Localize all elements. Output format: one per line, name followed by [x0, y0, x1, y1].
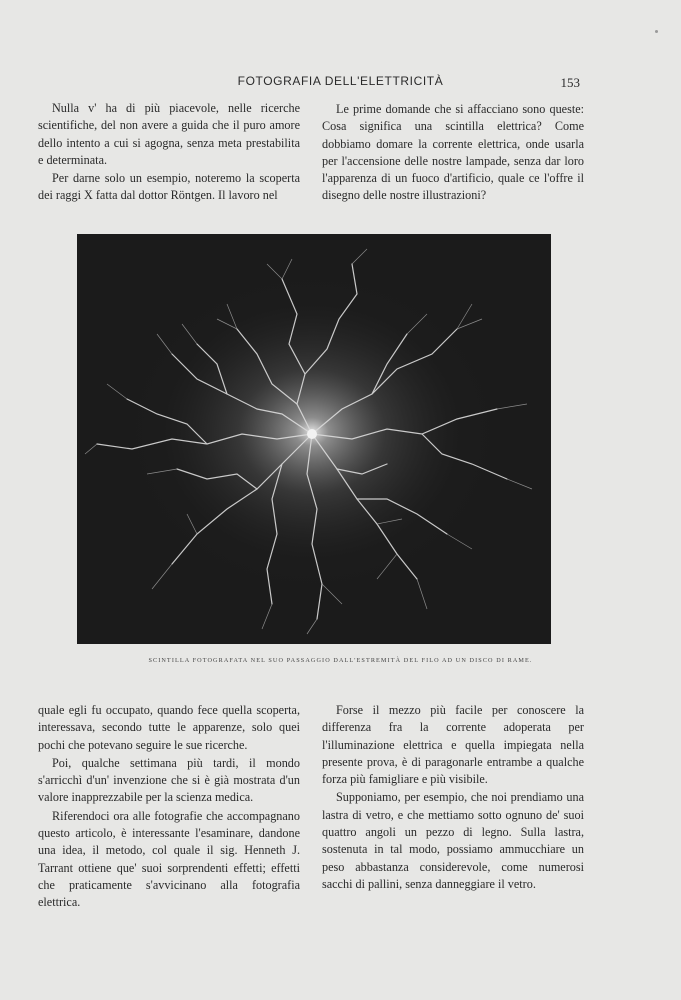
paragraph: quale egli fu occupato, quando fece quella scoperta, interessava, secondo tutte le apparenze, solo quei pochi che potevano seguire le sue ricerche. [38, 703, 300, 752]
paragraph: Forse il mezzo più facile per conoscere la differenza fra la corrente adoperata per l'illuminazione elettrica e quella impiegata nella presente prova, è di paragonarle entrambe a qualche forza più famigliare e più visibile. [322, 703, 584, 787]
paragraph: Le prime domande che si affacciano sono queste: Cosa significa una scintilla elettrica? Come dobbiamo domare la corrente elettrica, onde usarla per l'accensione delle nostre lampade, senza dar loro l'apparenza di un fuoco d'artificio, quale ce l'offre il disegno delle nostre illustrazioni? [322, 102, 584, 203]
column-top-left [38, 100, 300, 205]
electric-spark-image [77, 234, 551, 644]
paragraph: Per darne solo un esempio, noteremo la scoperta dei raggi X fatta dal dottor Röntgen. Il lavoro nel [38, 171, 300, 203]
running-title: FOTOGRAFIA DELL'ELETTRICITÀ [237, 74, 444, 88]
spark-photograph [77, 234, 551, 644]
page-number: 153 [560, 75, 580, 90]
paragraph: Riferendoci ora alle fotografie che accompagnano questo articolo, è interessante l'esaminare, dandone una idea, il metodo, col quale il sig. Henneth J. Tarrant ottiene que' suoi sorprendenti effetti; effetti che praticamente s'avvicinano alla fotografia elettrica. [38, 808, 300, 910]
figure-caption: SCINTILLA FOTOGRAFATA NEL SUO PASSAGGIO DALL'ESTREMITÀ DEL FILO AD UN DISCO DI RAME. [148, 657, 533, 664]
paragraph: Poi, qualche settimana più tardi, il mondo s'arricchì d'un' invenzione che si è già mostrata d'un valore inapprezzabile per la scienza medica. [38, 755, 300, 805]
column-bottom-right [322, 702, 584, 893]
paragraph: Nulla v' ha di più piacevole, nelle ricerche scientifiche, del non avere a guida che il puro amore dello intento a cui si agogna, senza meta prestabilita e determinata. [38, 101, 300, 167]
paragraph: Supponiamo, per esempio, che noi prendiamo una lastra di vetro, e che mettiamo sotto ognuno de' suoi quattro angoli un pezzo di legno. Sulla lastra, sostenuta in tal modo, possiamo ammucchiare un peso abbastanza considerevole, come numerosi sacchi di pallini, senza danneggiare il vetro. [322, 790, 584, 891]
column-top-right [322, 101, 584, 205]
margin-speck [655, 30, 658, 33]
running-head [0, 72, 681, 92]
column-bottom-left [38, 702, 300, 912]
